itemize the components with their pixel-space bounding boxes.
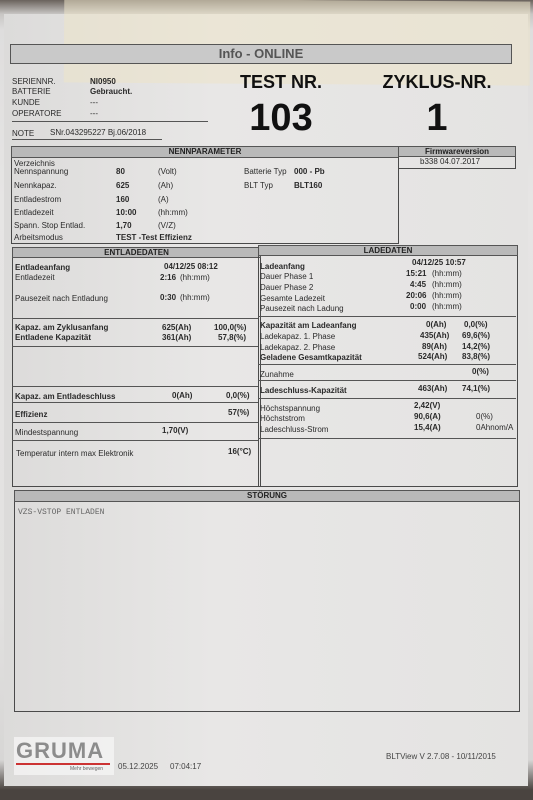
p1-cap-label: Ladekapaz. 1. Phase (260, 332, 336, 341)
p2-cap-label: Ladekapaz. 2. Phase (260, 343, 336, 352)
cap-end-pct: 0,0(%) (226, 391, 250, 400)
efficiency-value: 57(%) (228, 408, 250, 417)
ed-rule-3 (12, 386, 259, 387)
np-label-6: Arbeitsmodus (14, 233, 63, 242)
ed-rule-5 (12, 422, 259, 423)
cap-charge-start-pct: 0,0(%) (464, 320, 488, 329)
end-current-extra: 0Ahnom/A (476, 423, 514, 432)
cap-cycle-start-label: Kapaz. am Zyklusanfang (15, 323, 109, 332)
discharge-time-value: 2:16 (160, 273, 177, 282)
phase2-value: 4:45 (410, 280, 427, 289)
test-number-value: 103 (249, 97, 313, 139)
temp-label: Temperatur intern max Elektronik (16, 449, 134, 458)
info-bar: Info - ONLINE (10, 44, 512, 64)
print-date: 05.12.2025 (118, 762, 159, 771)
discharge-pause-label: Pausezeit nach Entladung (15, 294, 108, 303)
max-current-label: Höchststrom (260, 414, 305, 423)
ld-rule-5 (258, 438, 516, 439)
charge-start-label: Ladeanfang (260, 262, 305, 271)
max-voltage-label: Höchstspannung (260, 404, 321, 413)
cap-cycle-start-pct: 100,0(%) (214, 323, 247, 332)
increase-label: Zunahme (260, 370, 294, 379)
p2-cap-pct: 14,2(%) (462, 342, 491, 351)
total-cap-label: Geladene Gesamtkapazität (260, 353, 362, 362)
np-value-4: 10:00 (116, 208, 137, 217)
np-unit-1: (Volt) (158, 167, 177, 176)
discharged-cap-label: Entladene Kapazität (15, 333, 92, 342)
end-current-label: Ladeschluss-Strom (260, 425, 329, 434)
software-version: BLTView V 2.7.08 - 10/11/2015 (386, 752, 496, 761)
cap-charge-start-ah: 0(Ah) (426, 320, 447, 329)
discharge-time-unit: (hh:mm) (180, 273, 210, 282)
cycle-number-value: 1 (426, 97, 448, 139)
ed-rule-1 (12, 318, 259, 319)
total-charge-value: 20:06 (406, 291, 427, 300)
phase1-value: 15:21 (406, 269, 427, 278)
p1-cap-ah: 435(Ah) (420, 331, 450, 340)
cap-charge-start-label: Kapazität am Ladeanfang (260, 321, 357, 330)
temp-value: 16(°C) (228, 447, 252, 456)
np-value-1: 80 (116, 167, 125, 176)
discharged-cap-pct: 57,8(%) (218, 333, 247, 342)
np-label-5: Spann. Stop Entlad. (14, 221, 86, 230)
efficiency-label: Effizienz (15, 410, 48, 419)
note-value: SNr.043295227 Bj.06/2018 (50, 128, 147, 137)
ld-rule-2 (258, 364, 516, 365)
np-unit-4: (hh:mm) (158, 208, 188, 217)
discharge-pause-value: 0:30 (160, 293, 177, 302)
end-cap-pct: 74,1(%) (462, 384, 491, 393)
np-label-0: Verzeichnis (14, 159, 55, 168)
note-rule-top (12, 121, 208, 122)
customer-label: KUNDE (12, 98, 41, 107)
ed-rule-4 (12, 402, 259, 403)
firmware-title: Firmwareversion (398, 146, 516, 157)
p2-cap-ah: 89(Ah) (422, 342, 447, 351)
np-label-1: Nennspannung (14, 167, 69, 176)
operator-label: OPERATORE (12, 109, 62, 118)
print-time: 07:04:17 (170, 762, 202, 771)
np-value-3: 160 (116, 195, 130, 204)
discharge-time-label: Entladezeit (15, 273, 55, 282)
serial-value: NI0950 (90, 77, 116, 86)
phase2-label: Dauer Phase 2 (260, 283, 314, 292)
discharge-start-label: Entladeanfang (15, 263, 71, 272)
end-cap-label: Ladeschluss-Kapazität (260, 386, 347, 395)
np-unit-5: (V/Z) (158, 221, 176, 230)
battery-value: Gebraucht. (90, 87, 133, 96)
total-charge-unit: (hh:mm) (432, 291, 462, 300)
note-label: NOTE (12, 129, 35, 138)
np-label-3: Entladestrom (14, 195, 62, 204)
blt-type-label: BLT Typ (244, 181, 273, 190)
charge-pause-label: Pausezeit nach Ladung (260, 304, 344, 313)
serial-label: SERIENNR. (12, 77, 56, 86)
p1-cap-pct: 69,6(%) (462, 331, 491, 340)
np-value-5: 1,70 (116, 221, 132, 230)
min-voltage-value: 1,70(V) (162, 426, 189, 435)
customer-value: --- (90, 98, 98, 107)
gruma-logo-underline (16, 763, 110, 765)
discharge-start-value: 04/12/25 08:12 (164, 262, 218, 271)
max-current-pct: 0(%) (476, 412, 493, 421)
firmware-value: b338 04.07.2017 (420, 157, 481, 166)
stoerung-message: VZS-VSTOP ENTLADEN (18, 508, 105, 517)
ladedaten-title: LADEDATEN (258, 245, 518, 256)
end-current-value: 15,4(A) (414, 423, 441, 432)
blt-type-value: BLT160 (294, 181, 323, 190)
phase1-unit: (hh:mm) (432, 269, 462, 278)
discharge-pause-unit: (hh:mm) (180, 293, 210, 302)
np-unit-2: (Ah) (158, 181, 174, 190)
cap-cycle-start-ah: 625(Ah) (162, 323, 192, 332)
np-value-6: TEST -Test Effizienz (116, 233, 192, 242)
ld-rule-3 (258, 380, 516, 381)
increase-value: 0(%) (472, 367, 489, 376)
np-label-2: Nennkapaz. (14, 181, 57, 190)
np-label-4: Entladezeit (14, 208, 54, 217)
entladedaten-title: ENTLADEDATEN (12, 247, 261, 258)
phase2-unit: (hh:mm) (432, 280, 462, 289)
np-unit-3: (A) (158, 195, 169, 204)
test-number-label: TEST NR. (239, 72, 322, 92)
charge-start-value: 04/12/25 10:57 (412, 258, 466, 267)
cap-end-ah: 0(Ah) (172, 391, 193, 400)
operator-value: --- (90, 109, 98, 118)
cycle-number-label: ZYKLUS-NR. (382, 72, 492, 92)
nennparameter-title: NENNPARAMETER (11, 146, 399, 158)
np-value-2: 625 (116, 181, 130, 190)
min-voltage-label: Mindestspannung (15, 428, 79, 437)
end-cap-ah: 463(Ah) (418, 384, 448, 393)
gruma-logo (14, 737, 114, 775)
battery-type-label: Batterie Typ (244, 167, 287, 176)
ed-rule-6 (12, 440, 259, 441)
total-charge-label: Gesamte Ladezeit (260, 294, 325, 303)
charge-pause-value: 0:00 (410, 302, 427, 311)
max-voltage-value: 2,42(V) (414, 401, 441, 410)
stoerung-title: STÖRUNG (14, 490, 520, 502)
phase1-label: Dauer Phase 1 (260, 272, 314, 281)
ld-rule-1 (258, 316, 516, 317)
ed-rule-2 (12, 346, 259, 347)
max-current-value: 90,6(A) (414, 412, 441, 421)
note-rule-bottom (12, 139, 162, 140)
stoerung-panel (14, 490, 520, 712)
total-cap-pct: 83,8(%) (462, 352, 491, 361)
total-cap-ah: 524(Ah) (418, 352, 448, 361)
discharged-cap-ah: 361(Ah) (162, 333, 192, 342)
gruma-logo-text: GRUMA (16, 738, 105, 763)
ld-rule-4 (258, 398, 516, 399)
battery-label: BATTERIE (12, 87, 51, 96)
gruma-logo-sub: Mehr bewegen (70, 766, 104, 772)
charge-pause-unit: (hh:mm) (432, 302, 462, 311)
battery-type-value: 000 - Pb (294, 167, 325, 176)
cap-end-label: Kapaz. am Entladeschluss (15, 392, 116, 401)
